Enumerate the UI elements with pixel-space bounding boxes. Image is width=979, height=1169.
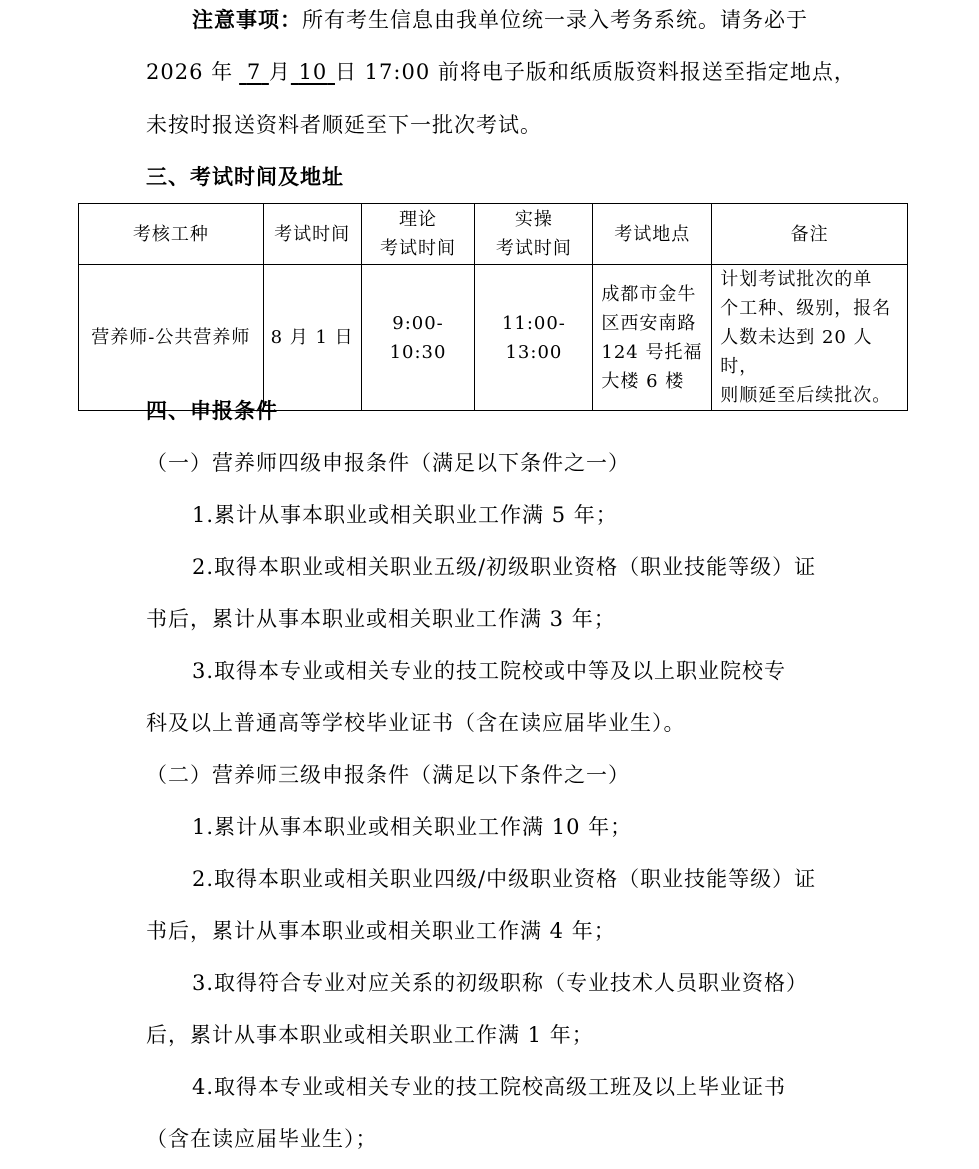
list-item: 2.取得本职业或相关职业四级/中级职业资格（职业技能等级）证 (192, 867, 817, 891)
header-exam-date: 考试时间 (263, 204, 361, 265)
level3-title: （二）营养师三级申报条件（满足以下条件之一） (146, 763, 630, 787)
list-item: （含在读应届毕业生）； (146, 1127, 378, 1151)
header-remark: 备注 (712, 204, 908, 265)
level4-title: （一）营养师四级申报条件（满足以下条件之一） (146, 451, 630, 475)
cell-theory-time: 9:00-10:30 (361, 265, 475, 411)
notice-year: 2026 年 (146, 60, 234, 84)
notice-day-unit: 日 17:00 前将电子版和纸质版资料报送至指定地点， (334, 60, 856, 84)
header-theory-time: 理论 考试时间 (361, 204, 475, 265)
cell-practice-time: 11:00-13:00 (475, 265, 593, 411)
cell-location: 成都市金牛 区西安南路 124 号托福 大楼 6 楼 (593, 265, 712, 411)
table-header-row (79, 204, 908, 265)
notice-label: 注意事项： (192, 7, 302, 32)
notice-text-1: 所有考生信息由我单位统一录入考务系统。请务必于 (302, 8, 808, 32)
notice-line-2 (146, 57, 919, 87)
notice-month: 7 (246, 60, 262, 84)
header-location: 考试地点 (593, 204, 712, 265)
section-4-title: 四、申报条件 (146, 399, 278, 423)
notice-month-unit: 月 (268, 60, 291, 84)
list-item: 1.累计从事本职业或相关职业工作满 10 年； (192, 815, 633, 839)
list-item: 书后，累计从事本职业或相关职业工作满 4 年； (146, 919, 616, 943)
list-item: 3.取得符合专业对应关系的初级职称（专业技术人员职业资格） (192, 971, 809, 995)
exam-schedule-table (78, 203, 908, 411)
cell-date: 8 月 1 日 (263, 265, 361, 411)
section-3-title: 三、考试时间及地址 (146, 165, 344, 189)
list-item: 书后，累计从事本职业或相关职业工作满 3 年； (146, 607, 616, 631)
list-item: 3.取得本专业或相关专业的技工院校或中等及以上职业院校专 (192, 659, 787, 683)
header-job: 考核工种 (79, 204, 264, 265)
list-item: 科及以上普通高等学校毕业证书（含在读应届毕业生）。 (146, 711, 686, 735)
notice-line-1 (192, 5, 919, 35)
table-row (79, 265, 908, 411)
notice-line-3: 未按时报送资料者顺延至下一批次考试。 (146, 113, 542, 137)
cell-remark: 计划考试批次的单 个工种、级别，报名 人数未达到 20 人时， 则顺延至后续批次。 (712, 265, 908, 411)
notice-day: 10 (298, 60, 328, 84)
list-item: 后，累计从事本职业或相关职业工作满 1 年； (146, 1023, 594, 1047)
header-practice-time: 实操 考试时间 (475, 204, 593, 265)
list-item: 2.取得本职业或相关职业五级/初级职业资格（职业技能等级）证 (192, 555, 817, 579)
list-item: 4.取得本专业或相关专业的技工院校高级工班及以上毕业证书 (192, 1075, 787, 1099)
list-item: 1.累计从事本职业或相关职业工作满 5 年； (192, 503, 618, 527)
cell-job: 营养师-公共营养师 (79, 265, 264, 411)
